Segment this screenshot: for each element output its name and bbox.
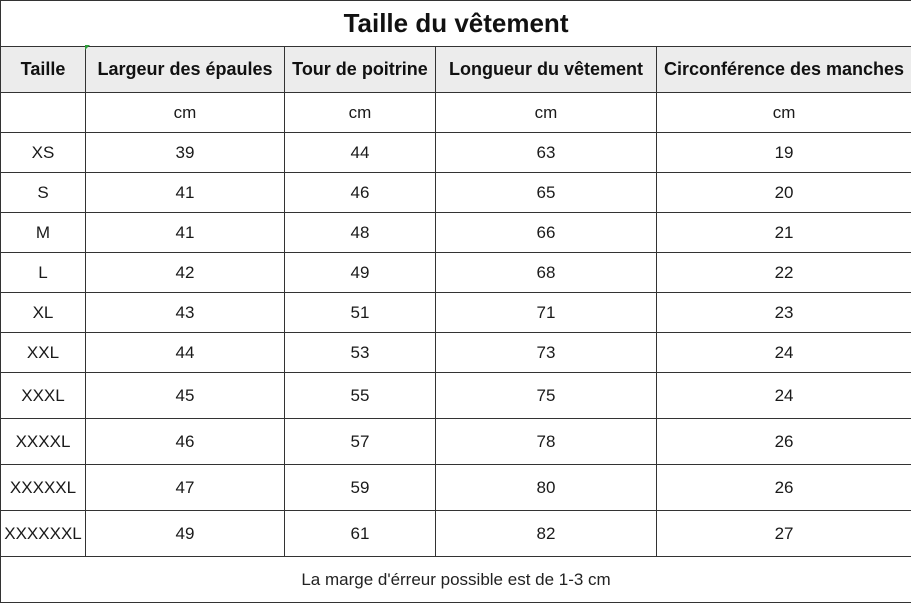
table-cell: 49 [86, 511, 285, 557]
table-row [1, 373, 911, 419]
table-cell: 46 [86, 419, 285, 465]
table-cell: 61 [285, 511, 436, 557]
table-cell: 57 [285, 419, 436, 465]
table-cell: 63 [436, 133, 657, 173]
header-size: Taille [1, 47, 86, 93]
table-cell: 46 [285, 173, 436, 213]
table-row [1, 511, 911, 557]
table-cell: 44 [285, 133, 436, 173]
table-cell: 48 [285, 213, 436, 253]
table-cell: 75 [436, 373, 657, 419]
cell-corner-marker [85, 45, 90, 50]
table-row [1, 213, 911, 253]
size-label: XXL [1, 333, 86, 373]
size-label: XXXXXXL [1, 511, 86, 557]
table-cell: 80 [436, 465, 657, 511]
table-row [1, 293, 911, 333]
title-row [1, 1, 911, 47]
note-row [1, 557, 911, 603]
table-cell: 65 [436, 173, 657, 213]
header-length: Longueur du vêtement [436, 47, 657, 93]
table-cell: 71 [436, 293, 657, 333]
table-title: Taille du vêtement [1, 1, 911, 47]
table-row [1, 465, 911, 511]
table-cell: 55 [285, 373, 436, 419]
table-row [1, 419, 911, 465]
unit-cell: cm [86, 93, 285, 133]
table-row [1, 133, 911, 173]
table-cell: 51 [285, 293, 436, 333]
size-label: XS [1, 133, 86, 173]
table-cell: 66 [436, 213, 657, 253]
error-margin-note: La marge d'érreur possible est de 1-3 cm [1, 557, 911, 603]
table-cell: 53 [285, 333, 436, 373]
table-cell: 41 [86, 213, 285, 253]
table-cell: 26 [657, 465, 911, 511]
unit-cell: cm [285, 93, 436, 133]
header-sleeve: Circonférence des manches [657, 47, 911, 93]
size-label: XXXXXL [1, 465, 86, 511]
size-label: XXXL [1, 373, 86, 419]
table-row [1, 173, 911, 213]
table-cell: 41 [86, 173, 285, 213]
table-cell: 22 [657, 253, 911, 293]
header-chest: Tour de poitrine [285, 47, 436, 93]
unit-cell: cm [657, 93, 911, 133]
size-label: XL [1, 293, 86, 333]
size-label: XXXXL [1, 419, 86, 465]
table-cell: 82 [436, 511, 657, 557]
unit-cell [1, 93, 86, 133]
table-cell: 19 [657, 133, 911, 173]
table-cell: 68 [436, 253, 657, 293]
size-label: L [1, 253, 86, 293]
table-row [1, 333, 911, 373]
table-cell: 44 [86, 333, 285, 373]
header-shoulder-width: Largeur des épaules [86, 47, 285, 93]
table-cell: 20 [657, 173, 911, 213]
table-cell: 24 [657, 373, 911, 419]
table-cell: 24 [657, 333, 911, 373]
table-cell: 27 [657, 511, 911, 557]
table-cell: 45 [86, 373, 285, 419]
table-cell: 42 [86, 253, 285, 293]
table-cell: 21 [657, 213, 911, 253]
header-row [1, 47, 911, 93]
table-cell: 23 [657, 293, 911, 333]
size-label: S [1, 173, 86, 213]
table-cell: 26 [657, 419, 911, 465]
table-row [1, 253, 911, 293]
unit-row [1, 93, 911, 133]
unit-cell: cm [436, 93, 657, 133]
table-cell: 43 [86, 293, 285, 333]
table-cell: 47 [86, 465, 285, 511]
table-cell: 73 [436, 333, 657, 373]
table-cell: 78 [436, 419, 657, 465]
table-cell: 59 [285, 465, 436, 511]
table-cell: 39 [86, 133, 285, 173]
size-label: M [1, 213, 86, 253]
table-cell: 49 [285, 253, 436, 293]
